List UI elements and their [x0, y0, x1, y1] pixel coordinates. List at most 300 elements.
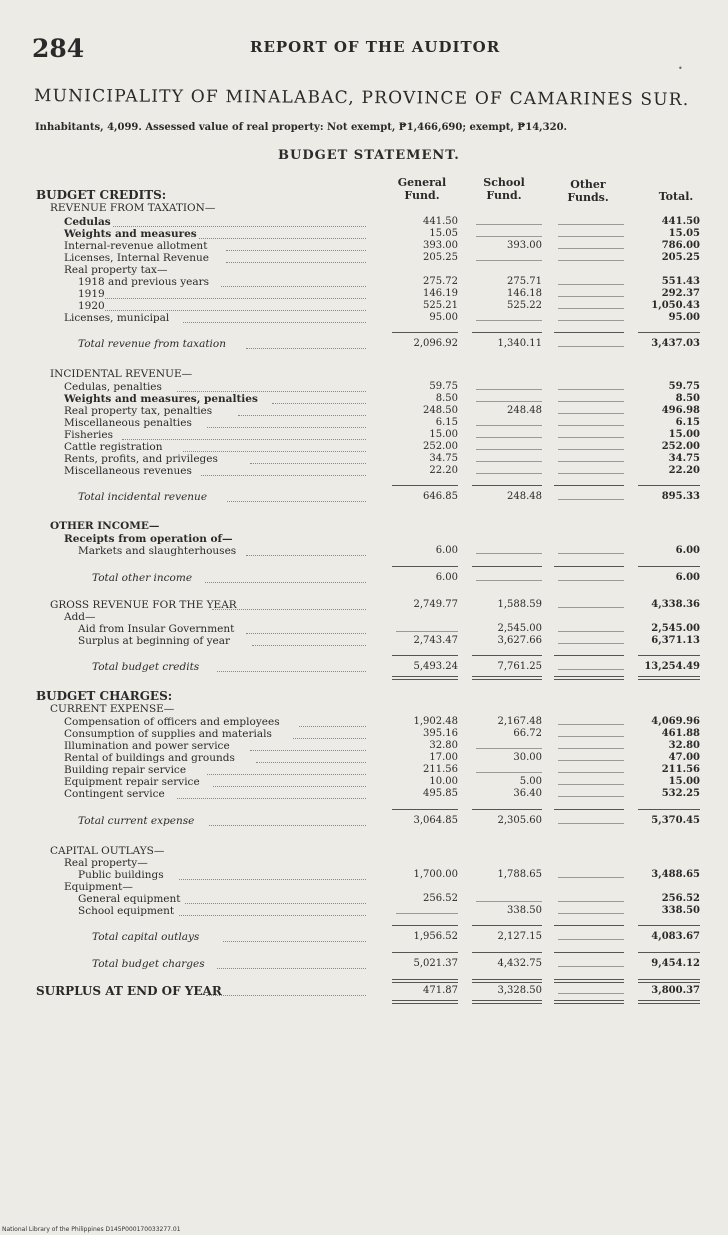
- row-label: Rents, profits, and privileges: [64, 453, 218, 465]
- cell-general: 646.85: [423, 491, 458, 502]
- double-rule: [638, 676, 700, 680]
- empty-cell-line: [476, 320, 542, 321]
- cell-total: 59.75: [668, 381, 700, 392]
- cell-school: 248.48: [507, 491, 542, 502]
- cell-total: 8.50: [675, 393, 700, 404]
- empty-cell-line: [476, 260, 542, 261]
- empty-cell-line: [476, 553, 542, 554]
- cell-total: 256.52: [661, 893, 700, 904]
- sum-rule: [638, 809, 700, 810]
- dot-leader: [226, 262, 366, 263]
- cell-total: 532.25: [661, 788, 700, 799]
- sum-rule: [392, 485, 458, 486]
- sum-rule: [392, 952, 458, 953]
- sum-rule: [554, 809, 624, 810]
- dot-leader: [223, 941, 366, 942]
- empty-cell-line: [558, 913, 624, 914]
- empty-cell-line: [558, 296, 624, 297]
- col-general-header: General Fund.: [397, 176, 447, 202]
- empty-cell-line: [558, 413, 624, 414]
- empty-cell-line: [476, 401, 542, 402]
- sum-rule: [472, 809, 542, 810]
- empty-cell-line: [558, 389, 624, 390]
- row-label: Cattle registration: [64, 441, 163, 453]
- empty-cell-line: [476, 389, 542, 390]
- row-label: BUDGET CHARGES:: [36, 689, 173, 703]
- row-label: Illumination and power service: [64, 740, 230, 752]
- municipality-title: MUNICIPALITY OF MINALABAC, PROVINCE OF CAMARINES SUR.: [33, 86, 690, 111]
- table-row: [0, 465, 728, 478]
- table-row: [0, 905, 728, 918]
- cell-general: 205.25: [423, 252, 458, 263]
- cell-general: 8.50: [435, 393, 458, 404]
- row-label: Miscellaneous penalties: [64, 417, 192, 429]
- cell-general: 17.00: [429, 752, 458, 763]
- row-label: School equipment: [78, 905, 175, 917]
- row-label: Receipts from operation of—: [64, 533, 233, 545]
- empty-cell-line: [558, 823, 624, 824]
- double-rule: [638, 979, 700, 983]
- cell-general: 2,743.47: [413, 635, 458, 646]
- cell-total: 15.05: [668, 228, 700, 239]
- table-row: [0, 338, 728, 351]
- cell-school: 66.72: [513, 728, 542, 739]
- dot-leader: [113, 226, 366, 227]
- row-label: INCIDENTAL REVENUE—: [50, 368, 193, 380]
- row-label: Consumption of supplies and materials: [64, 728, 272, 740]
- dot-leader: [252, 645, 366, 646]
- empty-cell-line: [558, 877, 624, 878]
- table-row: [0, 958, 728, 971]
- empty-cell-line: [558, 346, 624, 347]
- empty-cell-line: [558, 320, 624, 321]
- dot-leader: [293, 738, 366, 739]
- dot-leader: [206, 995, 366, 996]
- cell-total: 15.00: [668, 776, 700, 787]
- cell-general: 6.15: [435, 417, 458, 428]
- cell-total: 205.25: [661, 252, 700, 263]
- row-label: Total incidental revenue: [78, 491, 208, 503]
- empty-cell-line: [476, 425, 542, 426]
- sum-rule: [392, 925, 458, 926]
- dot-leader: [179, 915, 366, 916]
- dot-leader: [213, 786, 366, 787]
- double-rule: [392, 979, 458, 983]
- dot-leader: [177, 798, 366, 799]
- double-rule: [472, 1000, 542, 1004]
- dot-leader: [250, 750, 366, 751]
- dot-leader: [209, 825, 366, 826]
- table-row: [0, 985, 728, 998]
- cell-total: 95.00: [668, 312, 700, 323]
- sum-rule: [554, 655, 624, 656]
- sum-rule: [472, 655, 542, 656]
- empty-cell-line: [558, 939, 624, 940]
- sum-rule: [638, 485, 700, 486]
- empty-cell-line: [558, 748, 624, 749]
- row-label: CURRENT EXPENSE—: [50, 703, 175, 715]
- row-label: Fisheries: [64, 429, 113, 441]
- row-label: Internal-revenue allotment: [64, 240, 208, 252]
- empty-cell-line: [558, 260, 624, 261]
- dot-leader: [199, 238, 366, 239]
- table-row: [0, 661, 728, 674]
- dot-leader: [256, 762, 366, 763]
- sum-rule: [472, 952, 542, 953]
- cell-school: 5.00: [519, 776, 542, 787]
- cell-school: 2,305.60: [497, 815, 542, 826]
- dot-leader: [217, 671, 366, 672]
- cell-total: 3,800.37: [651, 985, 700, 996]
- empty-cell-line: [476, 449, 542, 450]
- cell-general: 1,902.48: [413, 716, 458, 727]
- inhabitants-line: Inhabitants, 4,099. Assessed value of real property: Not exempt, ₱1,466,690; exempt, ₱14,320.: [35, 122, 568, 133]
- dot-leader: [272, 403, 366, 404]
- sum-rule: [554, 952, 624, 953]
- empty-cell-line: [558, 724, 624, 725]
- row-label: BUDGET CREDITS:: [36, 188, 167, 202]
- row-label: Total capital outlays: [92, 931, 200, 943]
- sum-rule: [392, 332, 458, 333]
- cell-general: 395.16: [423, 728, 458, 739]
- empty-cell-line: [558, 643, 624, 644]
- dot-leader: [105, 310, 366, 311]
- sum-rule: [554, 566, 624, 567]
- double-rule: [472, 676, 542, 680]
- statement-title: BUDGET STATEMENT.: [278, 148, 460, 163]
- cell-school: 146.18: [507, 288, 542, 299]
- empty-cell-line: [558, 966, 624, 967]
- row-label: Equipment—: [64, 881, 133, 893]
- row-label: Total budget credits: [92, 661, 200, 673]
- dot-leader: [177, 391, 366, 392]
- col-other-header: Other Funds.: [567, 178, 609, 204]
- empty-cell-line: [558, 499, 624, 500]
- cell-total: 3,488.65: [651, 869, 700, 880]
- cell-general: 6.00: [435, 545, 458, 556]
- footer-watermark: National Library of the Philippines D145P000170033277.01: [2, 1226, 181, 1233]
- cell-general: 22.20: [429, 465, 458, 476]
- sum-rule: [638, 332, 700, 333]
- dot-leader: [212, 609, 366, 610]
- empty-cell-line: [558, 736, 624, 737]
- cell-total: 22.20: [668, 465, 700, 476]
- row-label: Equipment repair service: [64, 776, 200, 788]
- cell-general: 10.00: [429, 776, 458, 787]
- cell-general: 5,021.37: [413, 958, 458, 969]
- dot-leader: [246, 633, 366, 634]
- dot-leader: [250, 463, 366, 464]
- cell-general: 211.56: [423, 764, 458, 775]
- sum-rule: [554, 332, 624, 333]
- empty-cell-line: [558, 401, 624, 402]
- double-rule: [554, 676, 624, 680]
- empty-cell-line: [558, 796, 624, 797]
- sum-rule: [638, 952, 700, 953]
- dot-leader: [226, 250, 366, 251]
- cell-total: 13,254.49: [644, 661, 700, 672]
- sum-rule: [392, 566, 458, 567]
- col-school-header: School Fund.: [483, 176, 525, 202]
- cell-general: 256.52: [423, 893, 458, 904]
- sum-rule: [472, 925, 542, 926]
- table-row: [0, 931, 728, 944]
- col-total-header: Total.: [658, 190, 694, 203]
- cell-total: 6.00: [675, 545, 700, 556]
- cell-general: 15.00: [429, 429, 458, 440]
- cell-general: 2,096.92: [413, 338, 458, 349]
- cell-total: 9,454.12: [651, 958, 700, 969]
- row-label: Total other income: [92, 572, 193, 584]
- table-row: [0, 189, 728, 202]
- empty-cell-line: [558, 580, 624, 581]
- table-row: [0, 815, 728, 828]
- cell-school: 393.00: [507, 240, 542, 251]
- empty-cell-line: [396, 913, 458, 914]
- cell-general: 5,493.24: [413, 661, 458, 672]
- empty-cell-line: [558, 901, 624, 902]
- cell-general: 6.00: [435, 572, 458, 583]
- row-label: Public buildings: [78, 869, 164, 881]
- sum-rule: [392, 655, 458, 656]
- dot-leader: [246, 348, 366, 349]
- cell-total: 2,545.00: [651, 623, 700, 634]
- dot-leader: [183, 322, 366, 323]
- row-label: Rental of buildings and grounds: [64, 752, 235, 764]
- row-label: Miscellaneous revenues: [64, 465, 192, 477]
- cell-total: 1,050.43: [651, 300, 700, 311]
- cell-total: 6,371.13: [651, 635, 700, 646]
- dot-leader: [227, 501, 366, 502]
- double-rule: [554, 1000, 624, 1004]
- row-label: GROSS REVENUE FOR THE YEAR: [50, 599, 237, 611]
- cell-total: 4,069.96: [651, 716, 700, 727]
- double-rule: [392, 1000, 458, 1004]
- dot-leader: [217, 968, 366, 969]
- cell-school: 1,788.65: [497, 869, 542, 880]
- empty-cell-line: [558, 284, 624, 285]
- cell-total: 496.98: [661, 405, 700, 416]
- empty-cell-line: [558, 993, 624, 994]
- table-row: [0, 703, 728, 716]
- dot-leader: [183, 451, 366, 452]
- cell-school: 338.50: [507, 905, 542, 916]
- empty-cell-line: [476, 461, 542, 462]
- row-label: Real property—: [64, 857, 148, 869]
- cell-general: 441.50: [423, 216, 458, 227]
- cell-school: 525.22: [507, 300, 542, 311]
- dot-leader: [299, 726, 366, 727]
- empty-cell-line: [558, 784, 624, 785]
- table-row: [0, 368, 728, 381]
- empty-cell-line: [558, 248, 624, 249]
- cell-school: 36.40: [513, 788, 542, 799]
- double-rule: [392, 676, 458, 680]
- row-label: Cedulas, penalties: [64, 381, 162, 393]
- empty-cell-line: [558, 631, 624, 632]
- running-head: REPORT OF THE AUDITOR: [250, 38, 501, 56]
- table-row: [0, 545, 728, 558]
- cell-school: 2,167.48: [497, 716, 542, 727]
- row-label: Compensation of officers and employees: [64, 716, 280, 728]
- cell-total: 786.00: [661, 240, 700, 251]
- cell-school: 3,328.50: [497, 985, 542, 996]
- empty-cell-line: [476, 236, 542, 237]
- sum-rule: [554, 485, 624, 486]
- double-rule: [554, 979, 624, 983]
- cell-general: 3,064.85: [413, 815, 458, 826]
- row-label: CAPITAL OUTLAYS—: [50, 845, 165, 857]
- dot-leader: [185, 903, 366, 904]
- empty-cell-line: [558, 760, 624, 761]
- empty-cell-line: [396, 631, 458, 632]
- row-label: Total budget charges: [92, 958, 205, 970]
- cell-school: 275.71: [507, 276, 542, 287]
- empty-cell-line: [558, 236, 624, 237]
- row-label: 1918 and previous years: [78, 276, 210, 288]
- cell-total: 461.88: [661, 728, 700, 739]
- dot-leader: [221, 286, 366, 287]
- row-label: Total revenue from taxation: [78, 338, 226, 350]
- dot-leader: [201, 475, 366, 476]
- row-label: Surplus at beginning of year: [78, 635, 231, 647]
- cell-total: 6.00: [675, 572, 700, 583]
- row-label: SURPLUS AT END OF YEAR: [36, 984, 222, 998]
- row-label: Weights and measures, penalties: [64, 393, 258, 405]
- cell-total: 5,370.45: [651, 815, 700, 826]
- dot-leader: [105, 298, 366, 299]
- cell-total: 15.00: [668, 429, 700, 440]
- row-label: Total current expense: [78, 815, 195, 827]
- row-label: 1919: [78, 288, 105, 300]
- table-row: [0, 572, 728, 585]
- cell-school: 3,627.66: [497, 635, 542, 646]
- sum-rule: [638, 566, 700, 567]
- sum-rule: [472, 485, 542, 486]
- cell-school: 1,340.11: [497, 338, 542, 349]
- empty-cell-line: [558, 473, 624, 474]
- cell-total: 551.43: [661, 276, 700, 287]
- row-label: Real property tax, penalties: [64, 405, 213, 417]
- cell-general: 495.85: [423, 788, 458, 799]
- cell-total: 34.75: [668, 453, 700, 464]
- empty-cell-line: [476, 901, 542, 902]
- dot-leader: [207, 427, 366, 428]
- cell-general: 471.87: [423, 985, 458, 996]
- cell-general: 15.05: [429, 228, 458, 239]
- row-label: OTHER INCOME—: [50, 520, 160, 532]
- cell-general: 275.72: [423, 276, 458, 287]
- cell-general: 146.19: [423, 288, 458, 299]
- empty-cell-line: [476, 748, 542, 749]
- print-mark: •: [678, 64, 683, 73]
- double-rule: [638, 1000, 700, 1004]
- dot-leader: [122, 439, 366, 440]
- cell-total: 252.00: [661, 441, 700, 452]
- empty-cell-line: [558, 772, 624, 773]
- empty-cell-line: [476, 580, 542, 581]
- empty-cell-line: [558, 461, 624, 462]
- double-rule: [472, 979, 542, 983]
- dot-leader: [205, 582, 366, 583]
- cell-total: 441.50: [661, 216, 700, 227]
- empty-cell-line: [558, 553, 624, 554]
- cell-school: 4,432.75: [497, 958, 542, 969]
- row-label: Licenses, Internal Revenue: [64, 252, 209, 264]
- cell-school: 2,545.00: [497, 623, 542, 634]
- row-label: 1920: [78, 300, 105, 312]
- row-label: Markets and slaughterhouses: [78, 545, 237, 557]
- cell-total: 895.33: [661, 491, 700, 502]
- row-label: Cedulas: [64, 216, 111, 228]
- row-label: Add—: [64, 611, 96, 623]
- cell-general: 525.21: [423, 300, 458, 311]
- row-label: Real property tax—: [64, 264, 168, 276]
- row-label: Weights and measures: [64, 228, 197, 240]
- row-label: Contingent service: [64, 788, 165, 800]
- cell-total: 32.80: [668, 740, 700, 751]
- page-number: 284: [32, 34, 85, 63]
- cell-general: 2,749.77: [413, 599, 458, 610]
- cell-total: 3,437.03: [651, 338, 700, 349]
- empty-cell-line: [558, 308, 624, 309]
- cell-school: 7,761.25: [497, 661, 542, 672]
- cell-general: 34.75: [429, 453, 458, 464]
- table-row: [0, 312, 728, 325]
- cell-total: 6.15: [675, 417, 700, 428]
- row-label: Licenses, municipal: [64, 312, 170, 324]
- cell-general: 32.80: [429, 740, 458, 751]
- empty-cell-line: [476, 224, 542, 225]
- cell-total: 4,338.36: [651, 599, 700, 610]
- row-label: Aid from Insular Government: [78, 623, 235, 635]
- empty-cell-line: [558, 437, 624, 438]
- table-row: [0, 520, 728, 533]
- row-label: Building repair service: [64, 764, 187, 776]
- dot-leader: [179, 879, 366, 880]
- empty-cell-line: [476, 473, 542, 474]
- cell-general: 59.75: [429, 381, 458, 392]
- sum-rule: [472, 566, 542, 567]
- cell-school: 30.00: [513, 752, 542, 763]
- cell-general: 252.00: [423, 441, 458, 452]
- empty-cell-line: [476, 772, 542, 773]
- sum-rule: [638, 925, 700, 926]
- sum-rule: [554, 925, 624, 926]
- table-row: [0, 202, 728, 215]
- empty-cell-line: [558, 425, 624, 426]
- empty-cell-line: [558, 669, 624, 670]
- empty-cell-line: [558, 449, 624, 450]
- cell-total: 211.56: [661, 764, 700, 775]
- dot-leader: [238, 415, 366, 416]
- cell-general: 1,956.52: [413, 931, 458, 942]
- table-row: [0, 635, 728, 648]
- cell-school: 1,588.59: [497, 599, 542, 610]
- table-row: [0, 491, 728, 504]
- sum-rule: [392, 809, 458, 810]
- dot-leader: [246, 555, 366, 556]
- sum-rule: [472, 332, 542, 333]
- cell-total: 47.00: [668, 752, 700, 763]
- cell-general: 393.00: [423, 240, 458, 251]
- dot-leader: [207, 774, 366, 775]
- cell-total: 338.50: [661, 905, 700, 916]
- empty-cell-line: [476, 437, 542, 438]
- row-label: General equipment: [78, 893, 181, 905]
- cell-school: 248.48: [507, 405, 542, 416]
- cell-total: 4,083.67: [651, 931, 700, 942]
